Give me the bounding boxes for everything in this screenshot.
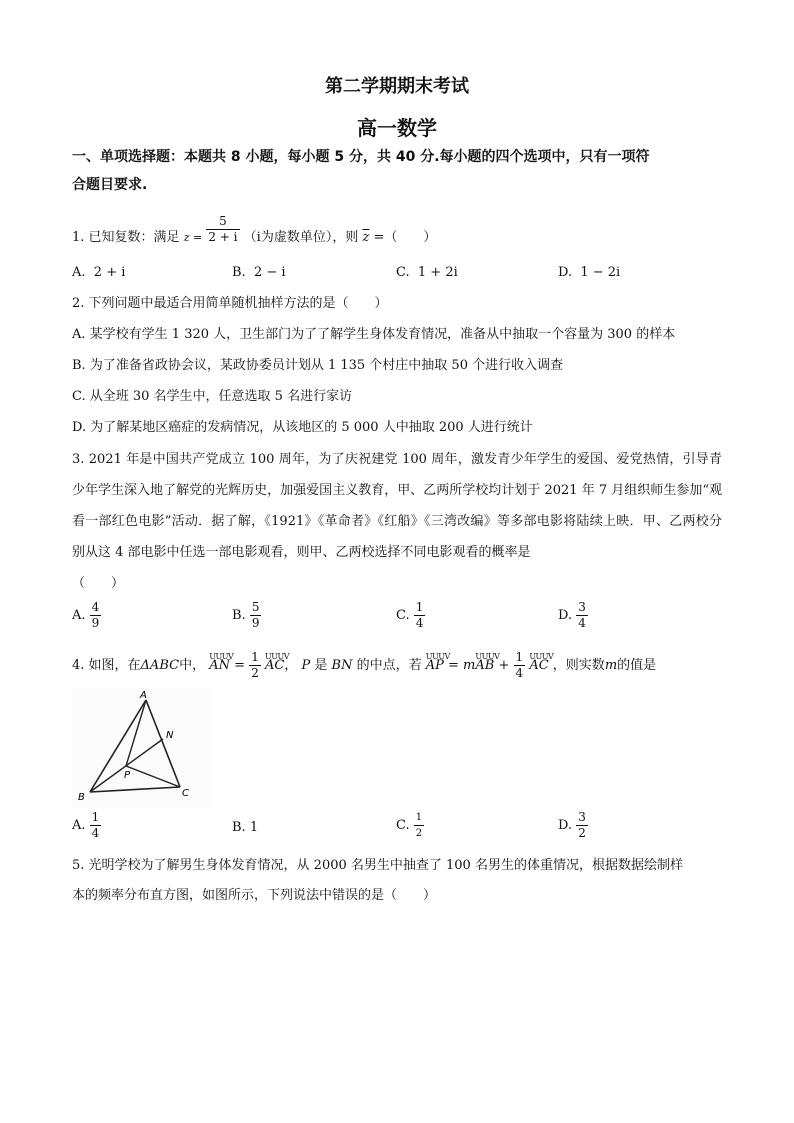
frac-num: 3 [578,600,586,614]
section-heading-line1: 一、单项选择题：本题共 8 小题，每小题 5 分，共 40 分.每小题的四个选项中，只有一项符 [72,149,650,165]
q4-vector-an [209,652,234,676]
vector-arrow: UUUV [209,652,234,661]
q5-stem-line1: 5. 光明学校为了解男生身体发育情况，从 2000 名男生中抽查了 100 名男生的体重情况，根据数据绘制样 [72,858,683,873]
option-fraction [576,600,588,631]
option-label: B. [232,608,246,623]
option-text: 2 − i [253,265,286,280]
section-heading-line2: 合题目要求. [72,177,148,193]
label-n: N [166,730,174,741]
frac-den: 2 [415,828,423,839]
q4-text: 中， [179,658,206,673]
option-text: 1 − 2i [580,265,621,280]
option-label: C. [396,608,410,623]
frac-num: 1 [91,810,100,824]
option-label: A. [72,818,86,833]
option-fraction [576,810,588,841]
q2-option-c[interactable]: C. 从全班 30 名学生中，任意选取 5 名进行家访 [72,389,353,404]
q4-text: 是 [314,658,328,673]
q1-tail: =（ ） [373,230,437,245]
frac-den: 4 [91,826,100,840]
vector-arrow: UUUV [264,652,289,661]
option-label: C. [396,265,410,280]
q4-prefix: 4. 如图，在 [72,658,141,673]
section-heading [72,143,732,199]
q1-prefix: 1. 已知复数 [72,230,141,245]
q3-option-b[interactable] [232,600,261,631]
option-label: A. [72,265,86,280]
option-label: B. [232,265,246,280]
label-p: P [124,770,131,781]
frac-num: 3 [578,810,586,824]
vector-name: AN [209,658,230,673]
option-text: 1 [249,820,259,835]
q1-frac-den: 2 + i [208,230,238,244]
q4-half-fraction [249,650,261,681]
vector-name: AP [425,658,444,673]
option-fraction [414,810,424,841]
frac-den: 2 [251,666,259,680]
q4-triangle: ΔABC [140,658,180,673]
q3-paren: （ ） [72,576,125,591]
exam-subject: 高一数学 [357,116,437,140]
q4-segment-bn: BN [331,658,353,673]
vector-name: AC [529,658,549,673]
q1-colon: ：满足 [140,230,180,245]
vector-arrow: UUUV [529,652,554,661]
q4-option-a[interactable] [72,810,101,841]
frac-num: 4 [91,600,100,614]
q1-option-a[interactable] [72,263,125,283]
q2-stem: 2. 下列问题中最适合用简单随机抽样方法的是（ ） [72,296,388,311]
option-label: C. [396,818,410,833]
exam-title: 第二学期期末考试 [325,76,469,97]
option-text: 1 + 2i [417,265,458,280]
vector-name: AC [264,658,285,673]
q1-frac-num: 5 [206,214,239,230]
q4-vector-ac2 [529,652,554,676]
option-fraction [250,600,262,631]
label-b: B [78,792,85,803]
q4-point-p: P [301,658,311,673]
q4-option-d[interactable] [558,810,588,841]
q4-text: 的值是 [617,658,657,673]
q5-stem-line2: 本的频率分布直方图，如图所示，下列说法中错误的是（ ） [72,888,437,903]
frac-num: 5 [251,600,260,614]
q4-option-b[interactable] [232,818,258,838]
q4-comma: ， [284,658,298,673]
q1-fraction [206,214,239,245]
option-label: A. [72,608,86,623]
label-a: A [140,690,147,701]
q3-stem: 3. 2021 年是中国共产党成立 100 周年，为了庆祝建党 100 周年，激发青少年学生的爱国、爱党热情，引导青少年学生深入地了解党的光辉历史，加强爱国主义教育，甲、乙两所学校均计划于 2021 年 7 月组织师生参加“观看一部红色电影”活动．据了解，《1921》《革命者》《红船》《三湾改编》等多部电影将陆续上映．甲、乙两校分别从这 4 部电影中任选一部电影观看，则甲、乙两校选择不同电影观看的概率是 [72,452,722,560]
triangle-figure [72,688,212,808]
frac-den: 9 [251,616,260,630]
q3-option-d[interactable] [558,600,588,631]
frac-den: 4 [515,666,524,680]
q3-option-c[interactable] [396,600,425,631]
label-c: C [182,788,189,799]
q1-stem [72,214,437,253]
option-label: D. [558,265,573,280]
q4-text: 的中点，若 [356,658,422,673]
frac-num: 1 [251,650,259,664]
option-fraction [90,600,102,631]
q2-option-b[interactable]: B. 为了准备省政协会议，某政协委员计划从 1 135 个村庄中抽取 50 个进行收入调查 [72,358,564,373]
q4-vector-ab [475,652,500,676]
option-label: B. [232,820,246,835]
q4-equals-m: = m [448,658,476,673]
q1-note: （i为虚数单位），则 [243,230,359,245]
q4-equals: = [234,658,246,673]
q4-plus: + [498,658,510,673]
q1-option-b[interactable] [232,263,286,283]
option-label: D. [558,818,573,833]
option-label: D. [558,608,573,623]
q4-var-m: m [604,658,618,673]
q4-text: ，则实数 [552,658,605,673]
q1-z-eq: z = [183,231,203,244]
frac-den: 2 [578,826,586,840]
frac-den: 4 [415,616,424,630]
vector-arrow: UUUV [475,652,500,661]
vector-name: AB [475,658,495,673]
q2-option-a[interactable]: A. 某学校有学生 1 320 人，卫生部门为了了解学生身体发育情况，准备从中抽取一个容量为 300 的样本 [72,327,676,342]
frac-num: 1 [414,810,424,826]
q4-stem [72,650,656,681]
q2-option-d[interactable]: D. 为了解某地区癌症的发病情况，从该地区的 5 000 人中抽取 200 人进行统计 [72,420,533,435]
frac-den: 9 [91,616,100,630]
q4-vector-ap [425,652,450,676]
q1-option-c[interactable] [396,263,458,283]
q4-option-c[interactable] [396,810,424,841]
frac-num: 1 [515,650,524,664]
frac-den: 4 [578,616,586,630]
q4-quarter-fraction [514,650,526,681]
option-fraction [414,600,426,631]
q4-vector-ac [264,652,289,676]
q1-option-d[interactable] [558,263,620,283]
q1-zbar: $\overline{z}$ [362,230,370,245]
option-text: 2 + i [93,265,126,280]
q3-option-a[interactable] [72,600,101,631]
option-fraction [90,810,102,841]
vector-arrow: UUUV [425,652,450,661]
frac-num: 1 [415,600,424,614]
